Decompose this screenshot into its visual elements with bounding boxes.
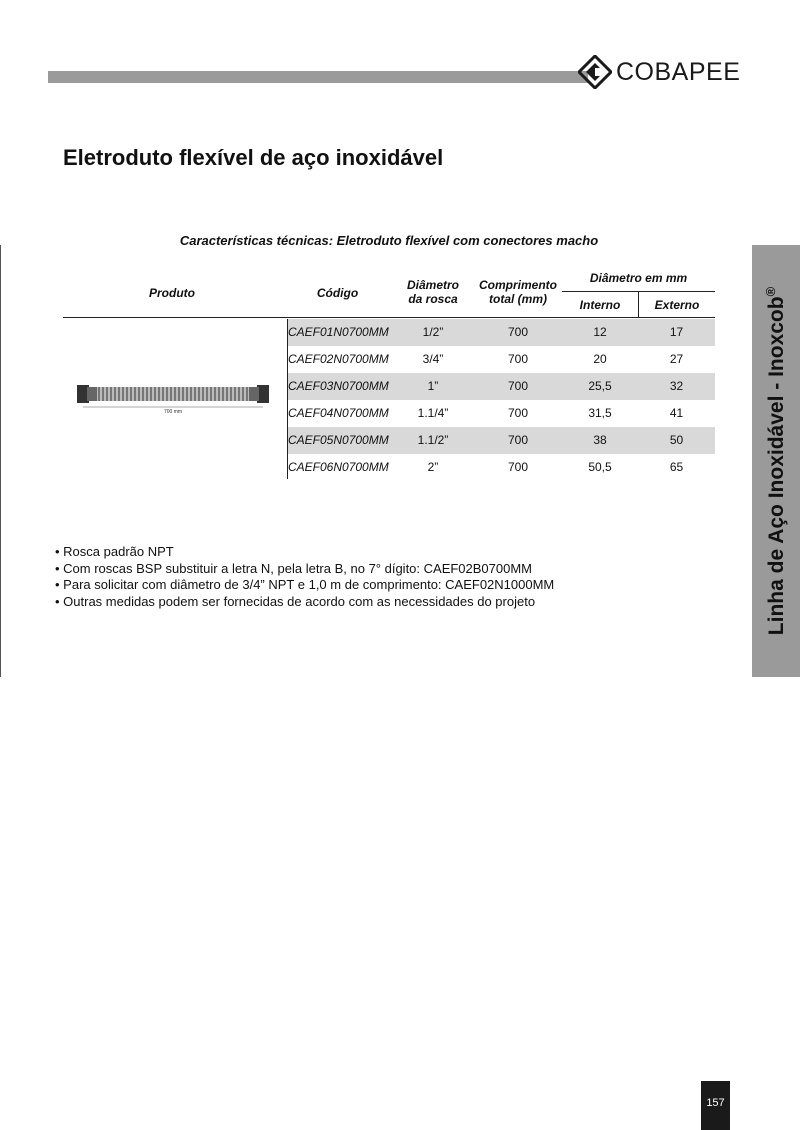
cell-rosca: 1.1/4” xyxy=(417,406,449,420)
cell-interno: 50,5 xyxy=(588,460,612,474)
product-image-cell xyxy=(63,319,287,479)
cell-interno: 20 xyxy=(593,352,607,366)
cell-interno: 31,5 xyxy=(588,406,612,420)
note-item: • Rosca padrão NPT xyxy=(55,544,554,561)
table-body xyxy=(288,319,715,481)
table-header xyxy=(63,265,715,318)
cell-externo: 41 xyxy=(669,406,684,420)
header-comprimento: Comprimento total (mm) xyxy=(479,278,557,306)
cell-rosca: 1” xyxy=(427,379,439,393)
spec-table xyxy=(63,265,715,474)
cell-externo: 32 xyxy=(669,379,684,393)
header-codigo: Código xyxy=(316,286,359,300)
cell-externo: 17 xyxy=(669,325,684,339)
cell-interno: 12 xyxy=(593,325,607,339)
table-row xyxy=(288,346,715,373)
notes-list xyxy=(55,544,554,610)
header-bar xyxy=(48,71,588,83)
table-row xyxy=(288,454,715,481)
header-diametro-rosca: Diâmetro da rosca xyxy=(406,278,459,306)
header-interno: Interno xyxy=(579,298,621,312)
side-tab-label: Linha de Aço Inoxidável - Inoxcob® xyxy=(763,286,788,636)
cell-codigo: CAEF01N0700MM xyxy=(288,325,389,339)
table-caption: Características técnicas: Eletroduto flexível com conectores macho xyxy=(179,233,599,248)
cell-rosca: 3/4” xyxy=(422,352,444,366)
left-margin-rule xyxy=(0,245,1,677)
side-section-tab xyxy=(752,245,800,677)
note-item: • Outras medidas podem ser fornecidas de acordo com as necessidades do projeto xyxy=(55,594,554,611)
cell-codigo: CAEF02N0700MM xyxy=(288,352,389,366)
registered-mark: ® xyxy=(763,286,778,297)
cell-comprimento: 700 xyxy=(507,379,529,393)
cell-codigo: CAEF04N0700MM xyxy=(288,406,389,420)
cell-comprimento: 700 xyxy=(507,433,529,447)
page-number: 157 xyxy=(701,1081,730,1130)
cell-comprimento: 700 xyxy=(507,406,529,420)
cell-codigo: CAEF05N0700MM xyxy=(288,433,389,447)
note-item: • Para solicitar com diâmetro de 3/4” NPT e 1,0 m de comprimento: CAEF02N1000MM xyxy=(55,577,554,594)
cell-externo: 27 xyxy=(669,352,684,366)
cell-externo: 65 xyxy=(669,460,684,474)
cobapee-logo-icon xyxy=(578,55,612,89)
table-row xyxy=(288,400,715,427)
cell-comprimento: 700 xyxy=(507,352,529,366)
table-row xyxy=(288,427,715,454)
note-item: • Com roscas BSP substituir a letra N, pela letra B, no 7° dígito: CAEF02B0700MM xyxy=(55,561,554,578)
cell-comprimento: 700 xyxy=(507,460,529,474)
cell-interno: 38 xyxy=(593,433,607,447)
cell-rosca: 2” xyxy=(427,460,439,474)
header-externo: Externo xyxy=(654,298,700,312)
cell-codigo: CAEF03N0700MM xyxy=(288,379,389,393)
table-row xyxy=(288,319,715,346)
brand-logo xyxy=(578,52,758,92)
cell-codigo: CAEF06N0700MM xyxy=(288,460,389,474)
flexible-conduit-image xyxy=(75,381,271,415)
cell-rosca: 1.1/2” xyxy=(417,433,449,447)
cell-externo: 50 xyxy=(669,433,684,447)
header-produto: Produto xyxy=(149,286,195,300)
page-title: Eletroduto flexível de aço inoxidável xyxy=(63,145,444,170)
dimension-label: 700 mm xyxy=(163,409,183,415)
brand-name: COBAPEE xyxy=(616,57,741,86)
header-diametro-mm: Diâmetro em mm xyxy=(589,271,688,285)
cell-interno: 25,5 xyxy=(588,379,612,393)
table-row xyxy=(288,373,715,400)
cell-rosca: 1/2” xyxy=(422,325,444,339)
cell-comprimento: 700 xyxy=(507,325,529,339)
